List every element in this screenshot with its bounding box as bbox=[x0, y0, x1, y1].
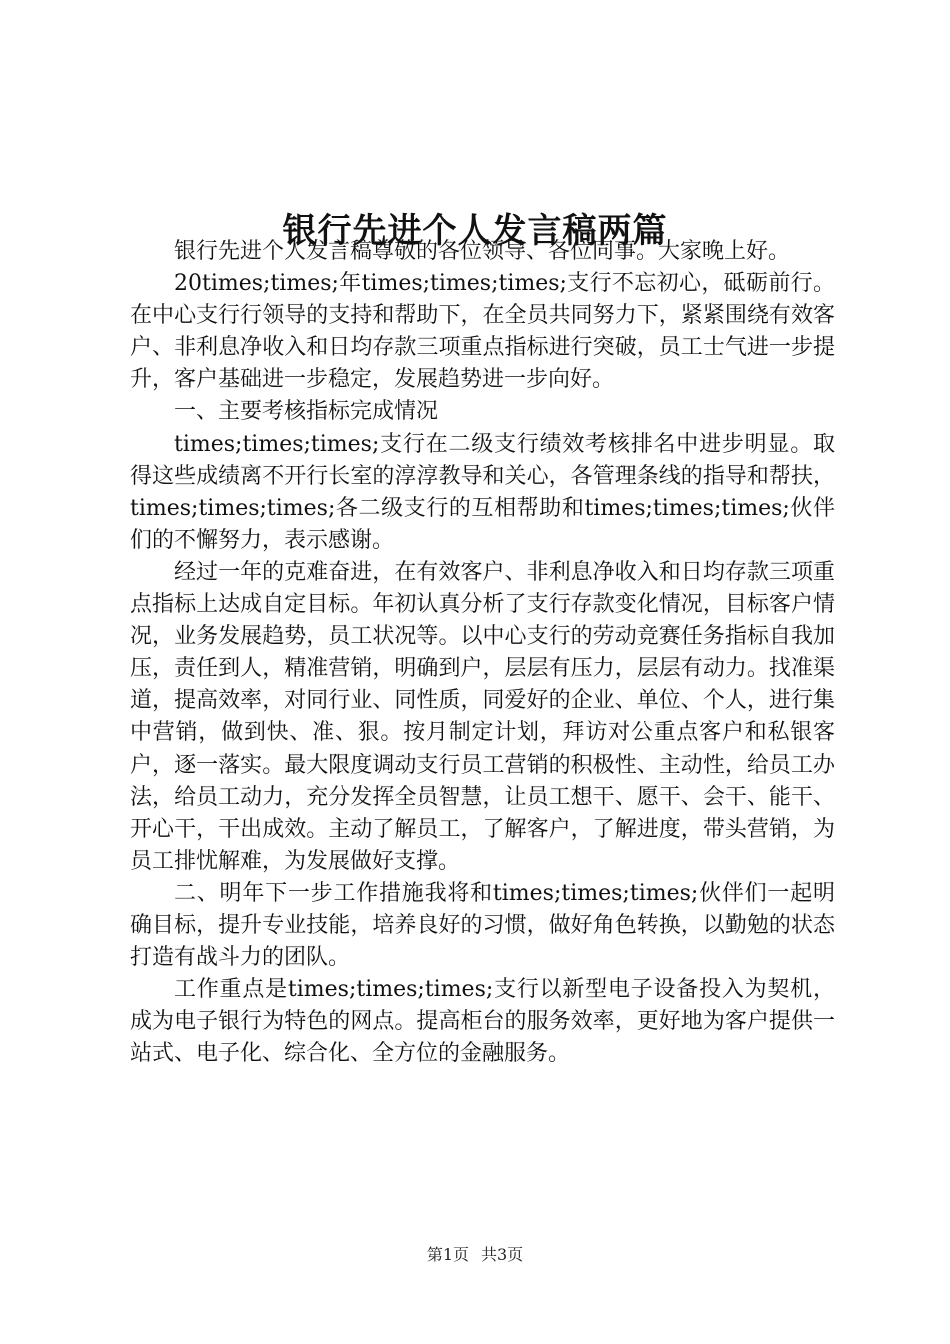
document-title: 银行先进个人发言稿两篇 bbox=[282, 210, 668, 251]
paragraph-greeting: 银行先进个人发言稿尊敬的各位领导、各位同事。大家晚上好。 bbox=[174, 239, 791, 264]
page-number-current: 第1页 bbox=[426, 1245, 469, 1264]
paragraph-intro: 20times;times;年times;times;times;支行不忘初心，砥砺前行。在中心支行行领导的支持和帮助下，在全员共同努力下，紧紧围绕有效客户、非利息净收入和日均存款三项重点指标进行突破，员工士气进一步提升，客户基础进一步稳定，发展趋势进一步向好。 bbox=[130, 271, 835, 393]
document-body bbox=[130, 236, 835, 1070]
section-heading-2: 二、明年下一步工作措施我将和times;times;times;伙伴们一起明确目标，提升专业技能，培养良好的习惯，做好角色转换，以勤勉的状态打造有战斗力的团队。 bbox=[130, 880, 835, 971]
paragraph-work-focus: 工作重点是times;times;times;支行以新型电子设备投入为契机，成为电子银行为特色的网点。提高柜台的服务效率，更好地为客户提供一站式、电子化、综合化、全方位的金融服务。 bbox=[130, 977, 835, 1067]
page-number-total: 共3页 bbox=[481, 1245, 524, 1264]
paragraph-ranking: times;times;times;支行在二级支行绩效考核排名中进步明显。取得这些成绩离不开行长室的淳淳教导和关心，各管理条线的指导和帮扶，times;times;times;各二级支行的互相帮助和times;times;times;伙伴们的不懈努力，表示感谢。 bbox=[130, 431, 835, 553]
paragraph-achievements: 经过一年的克难奋进，在有效客户、非利息净收入和日均存款三项重点指标上达成自定目标。年初认真分析了支行存款变化情况，目标客户情况，业务发展趋势，员工状况等。以中心支行的劳动竞赛任务指标自我加压，责任到人，精准营销，明确到户，层层有压力，层层有动力。找准渠道，提高效率，对同行业、同性质，同爱好的企业、单位、个人，进行集中营销，做到快、准、狠。按月制定计划，拜访对公重点客户和私银客户，逐一落实。最大限度调动支行员工营销的积极性、主动性，给员工办法，给员工动力，充分发挥全员智慧，让员工想干、愿干、会干、能干、开心干，干出成效。主动了解员工，了解客户，了解进度，带头营销，为员工排忧解难，为发展做好支撑。 bbox=[130, 559, 835, 874]
section-heading-1: 一、主要考核指标完成情况 bbox=[174, 399, 439, 425]
page-footer bbox=[0, 1243, 950, 1267]
